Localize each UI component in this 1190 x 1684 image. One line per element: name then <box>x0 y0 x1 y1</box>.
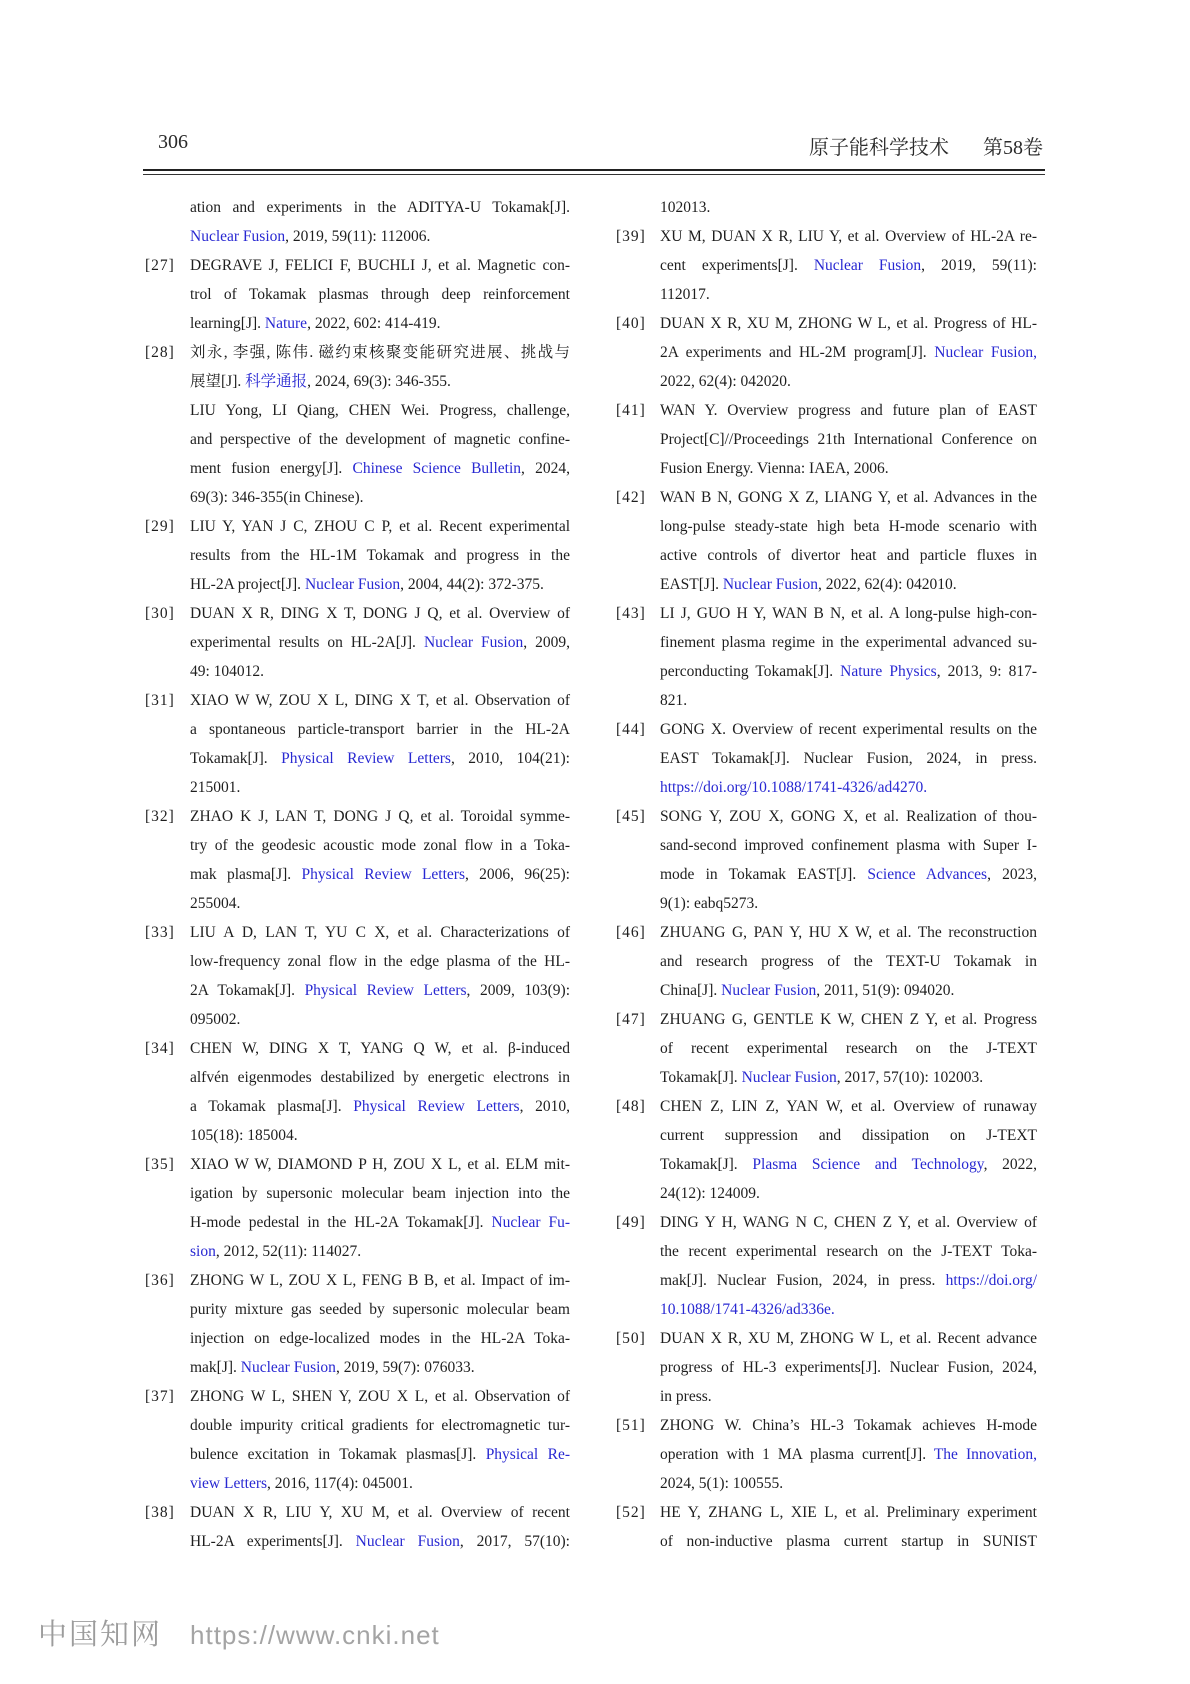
reference-text: Tokamak[J]. <box>660 1156 753 1173</box>
reference-text: , 2023, <box>987 866 1037 883</box>
reference-line <box>145 918 570 947</box>
reference-number: [27] <box>145 257 175 274</box>
reference-line <box>616 1498 1037 1527</box>
reference-text: DING Y H, WANG N C, CHEN Z Y, et al. Overview of <box>660 1214 1037 1231</box>
reference-line <box>616 512 1037 541</box>
reference-line <box>145 1063 570 1092</box>
reference-number: [31] <box>145 692 175 709</box>
reference-text: purity mixture gas seeded by supersonic molecular beam <box>190 1301 570 1318</box>
reference-line <box>616 338 1037 367</box>
cnki-watermark <box>38 1612 440 1653</box>
reference-line <box>616 860 1037 889</box>
reference-text: 9(1): eabq5273. <box>660 895 759 912</box>
reference-line <box>616 947 1037 976</box>
reference-number: [36] <box>145 1272 175 1289</box>
reference-line <box>616 367 1037 396</box>
reference-text: DUAN X R, XU M, ZHONG W L, et al. Progress of HL- <box>660 315 1037 332</box>
reference-number: [41] <box>616 402 646 419</box>
journal-link[interactable]: Physical Review Letters <box>353 1098 520 1115</box>
reference-number: [38] <box>145 1504 175 1521</box>
reference-text: long-pulse steady-state high beta H-mode scenario with <box>660 518 1037 535</box>
reference-text: LIU A D, LAN T, YU C X, et al. Characterizations of <box>190 924 570 941</box>
reference-line <box>616 570 1037 599</box>
reference-line <box>145 1411 570 1440</box>
reference-line <box>616 1295 1037 1324</box>
reference-text: CHEN Z, LIN Z, YAN W, et al. Overview of runaway <box>660 1098 1037 1115</box>
reference-line <box>145 512 570 541</box>
reference-line <box>145 541 570 570</box>
reference-text: , 2010, 104(21): <box>450 750 570 767</box>
reference-number: [52] <box>616 1504 646 1521</box>
reference-text: 102013. <box>660 199 711 216</box>
reference-text: double impurity critical gradients for electromagnetic tur- <box>190 1417 570 1434</box>
reference-line <box>616 773 1037 802</box>
reference-number: [45] <box>616 808 646 825</box>
reference-line <box>145 1208 570 1237</box>
header-rule-thin <box>143 174 1045 175</box>
journal-link[interactable]: Nuclear Fusion <box>423 634 524 651</box>
reference-text: DEGRAVE J, FELICI F, BUCHLI J, et al. Magnetic con- <box>190 257 570 274</box>
reference-line <box>616 976 1037 1005</box>
reference-number: [39] <box>616 228 646 245</box>
reference-text: , 2016, 117(4): 045001. <box>267 1475 413 1492</box>
reference-text: XU M, DUAN X R, LIU Y, et al. Overview of HL-2A re- <box>660 228 1037 245</box>
reference-line <box>616 1208 1037 1237</box>
reference-text: ZHUANG G, PAN Y, HU X W, et al. The reconstruction <box>660 924 1037 941</box>
reference-text: 24(12): 124009. <box>660 1185 760 1202</box>
reference-text: , 2022, 602: 414-419. <box>307 315 441 332</box>
reference-text: perconducting Tokamak[J]. <box>660 663 841 680</box>
page-number: 306 <box>158 131 188 153</box>
reference-text: 2024, 5(1): 100555. <box>660 1475 784 1492</box>
reference-line <box>616 193 1037 222</box>
reference-number: [32] <box>145 808 175 825</box>
journal-link[interactable]: Physical Review Letters <box>301 866 465 883</box>
journal-link[interactable]: Science Advances <box>867 866 988 883</box>
reference-text: progress of HL-3 experiments[J]. Nuclear Fusion, 2024, <box>660 1359 1037 1376</box>
reference-text: 821. <box>660 692 688 709</box>
reference-text: HE Y, ZHANG L, XIE L, et al. Preliminary experiment <box>660 1504 1037 1521</box>
reference-text: experimental results on HL-2A[J]. <box>190 634 424 651</box>
reference-text: 105(18): 185004. <box>190 1127 298 1144</box>
reference-text: HL-2A experiments[J]. <box>190 1533 356 1550</box>
journal-link[interactable]: Nuclear Fusion <box>240 1359 336 1376</box>
reference-text: ZHUANG G, GENTLE K W, CHEN Z Y, et al. Progress <box>660 1011 1037 1028</box>
reference-line <box>145 686 570 715</box>
cnki-logo-text: 中国知网 <box>38 1619 163 1651</box>
reference-text: , 2009, 103(9): <box>466 982 570 999</box>
reference-text: alfvén eigenmodes destabilized by energetic electrons in <box>190 1069 570 1086</box>
reference-text: mak[J]. Nuclear Fusion, 2024, in press. <box>660 1272 946 1289</box>
reference-line <box>145 744 570 773</box>
reference-number: [43] <box>616 605 646 622</box>
reference-text: trol of Tokamak plasmas through deep reinforcement <box>190 286 570 303</box>
reference-line <box>616 309 1037 338</box>
journal-link[interactable]: Nuclear Fusion <box>722 576 818 593</box>
reference-text: , 2004, 44(2): 372-375. <box>400 576 544 593</box>
reference-line <box>616 1469 1037 1498</box>
reference-text: igation by supersonic molecular beam injection into the <box>190 1185 570 1202</box>
reference-number: [48] <box>616 1098 646 1115</box>
reference-text: mode in Tokamak EAST[J]. <box>660 866 868 883</box>
journal-link[interactable]: Nature Physics <box>840 663 937 680</box>
reference-line <box>145 1005 570 1034</box>
reference-number: [49] <box>616 1214 646 1231</box>
reference-line <box>145 338 570 367</box>
reference-text: ment fusion energy[J]. <box>190 460 353 477</box>
reference-text: Tokamak[J]. <box>660 1069 742 1086</box>
reference-line <box>616 1121 1037 1150</box>
reference-line <box>145 889 570 918</box>
reference-text: , 2013, 9: 817- <box>936 663 1037 680</box>
reference-line <box>616 715 1037 744</box>
reference-line <box>145 280 570 309</box>
reference-text: learning[J]. <box>190 315 265 332</box>
reference-text: 展望[J]. <box>190 373 246 390</box>
reference-line <box>145 1092 570 1121</box>
reference-line <box>145 1353 570 1382</box>
reference-number: [47] <box>616 1011 646 1028</box>
reference-line <box>145 1382 570 1411</box>
reference-line <box>616 222 1037 251</box>
reference-text: DUAN X R, DING X T, DONG J Q, et al. Overview of <box>190 605 570 622</box>
reference-line <box>616 1411 1037 1440</box>
reference-text: 255004. <box>190 895 241 912</box>
journal-link[interactable]: Nuclear Fusion <box>190 228 286 245</box>
reference-text: 215001. <box>190 779 241 796</box>
reference-line <box>616 1324 1037 1353</box>
reference-line <box>145 193 570 222</box>
reference-line <box>616 1179 1037 1208</box>
reference-line <box>616 1382 1037 1411</box>
reference-number: [40] <box>616 315 646 332</box>
reference-text: ZHONG W L, SHEN Y, ZOU X L, et al. Observation of <box>190 1388 570 1405</box>
reference-text: , 2017, 57(10): <box>459 1533 570 1550</box>
journal-link[interactable]: view Letters <box>190 1475 268 1492</box>
journal-link[interactable]: 科学通报 <box>245 373 308 390</box>
reference-text: in press. <box>660 1388 712 1405</box>
reference-line <box>616 280 1037 309</box>
reference-line <box>616 1092 1037 1121</box>
reference-text: 2A experiments and HL-2M program[J]. <box>660 344 935 361</box>
reference-text: SONG Y, ZOU X, GONG X, et al. Realization of thou- <box>660 808 1037 825</box>
reference-line <box>145 628 570 657</box>
reference-text: current suppression and dissipation on J-TEXT <box>660 1127 1037 1144</box>
reference-line <box>145 309 570 338</box>
reference-number: [42] <box>616 489 646 506</box>
reference-number: [29] <box>145 518 175 535</box>
reference-line <box>616 1237 1037 1266</box>
reference-line <box>145 1034 570 1063</box>
journal-link[interactable]: Chinese Science Bulletin <box>352 460 522 477</box>
reference-number: [30] <box>145 605 175 622</box>
reference-line <box>616 628 1037 657</box>
references-left-column <box>145 193 570 1556</box>
reference-text: 2022, 62(4): 042020. <box>660 373 791 390</box>
reference-line <box>145 1266 570 1295</box>
reference-text: Tokamak[J]. <box>190 750 282 767</box>
reference-line <box>145 715 570 744</box>
reference-text: DUAN X R, LIU Y, XU M, et al. Overview of recent <box>190 1504 570 1521</box>
reference-text: , 2019, 59(7): 076033. <box>335 1359 475 1376</box>
reference-line <box>616 454 1037 483</box>
reference-line <box>145 599 570 628</box>
reference-text: active controls of divertor heat and particle fluxes in <box>660 547 1037 564</box>
reference-line <box>616 889 1037 918</box>
reference-line <box>616 1527 1037 1556</box>
reference-text: 095002. <box>190 1011 241 1028</box>
header-rule-thick <box>143 169 1045 171</box>
reference-line <box>616 1150 1037 1179</box>
reference-text: H-mode pedestal in the HL-2A Tokamak[J]. <box>190 1214 492 1231</box>
journal-link[interactable]: Nuclear Fusion <box>813 257 922 274</box>
cnki-url-text: https://www.cnki.net <box>190 1620 440 1650</box>
reference-text: results from the HL-1M Tokamak and progress in the <box>190 547 570 564</box>
reference-text: a Tokamak plasma[J]. <box>190 1098 354 1115</box>
reference-text: ZHONG W. China’s HL-3 Tokamak achieves H-mode <box>660 1417 1037 1434</box>
doi-link[interactable]: https://doi.org/10.1088/1741-4326/ad4270. <box>660 779 928 796</box>
reference-line <box>616 1005 1037 1034</box>
journal-link[interactable]: Physical Review Letters <box>304 982 467 999</box>
reference-text: 刘永, 李强, 陈伟. 磁约束核聚变能研究进展、挑战与 <box>190 344 570 361</box>
reference-text: low-frequency zonal flow in the edge plasma of the HL- <box>190 953 570 970</box>
reference-line <box>145 1498 570 1527</box>
journal-link[interactable]: Physical Review Letters <box>281 750 451 767</box>
reference-text: , 2010, <box>519 1098 571 1115</box>
reference-number: [46] <box>616 924 646 941</box>
journal-link[interactable]: Nuclear Fusion <box>355 1533 460 1550</box>
reference-text: China[J]. <box>660 982 722 999</box>
reference-line <box>145 483 570 512</box>
reference-line <box>145 1150 570 1179</box>
reference-text: , 2024, 69(3): 346-355. <box>307 373 451 390</box>
reference-line <box>145 396 570 425</box>
reference-line <box>616 744 1037 773</box>
journal-link[interactable]: Nature <box>264 315 308 332</box>
reference-text: , 2024, <box>521 460 570 477</box>
reference-text: LIU Y, YAN J C, ZHOU C P, et al. Recent experimental <box>190 518 570 535</box>
reference-number: [35] <box>145 1156 175 1173</box>
reference-text: sand-second improved confinement plasma with Super I- <box>660 837 1037 854</box>
reference-text: GONG X. Overview of recent experimental results on the <box>660 721 1037 738</box>
doi-link[interactable]: 10.1088/1741-4326/ad336e. <box>660 1301 835 1318</box>
journal-link[interactable]: Nuclear Fu- <box>491 1214 570 1231</box>
reference-line <box>616 483 1037 512</box>
reference-line <box>145 773 570 802</box>
volume-label: 第58卷 <box>983 137 1043 159</box>
reference-text: 69(3): 346-355(in Chinese). <box>190 489 364 506</box>
reference-line <box>145 976 570 1005</box>
reference-line <box>616 918 1037 947</box>
reference-line <box>145 367 570 396</box>
reference-text: HL-2A project[J]. <box>190 576 305 593</box>
journal-link[interactable]: Nuclear Fusion <box>721 982 817 999</box>
reference-line <box>616 599 1037 628</box>
reference-text: Fusion Energy. Vienna: IAEA, 2006. <box>660 460 889 477</box>
reference-text: ation and experiments in the ADITYA-U Tokamak[J]. <box>190 199 570 216</box>
reference-number: [50] <box>616 1330 646 1347</box>
reference-text: 2A Tokamak[J]. <box>190 982 305 999</box>
reference-line <box>145 1121 570 1150</box>
reference-text: and research progress of the TEXT-U Tokamak in <box>660 953 1037 970</box>
reference-line <box>145 1179 570 1208</box>
reference-text: Project[C]//Proceedings 21th International Conference on <box>660 431 1037 448</box>
reference-text: DUAN X R, XU M, ZHONG W L, et al. Recent advance <box>660 1330 1037 1347</box>
reference-text: ZHONG W L, ZOU X L, FENG B B, et al. Impact of im- <box>190 1272 570 1289</box>
reference-line <box>145 831 570 860</box>
reference-line <box>145 860 570 889</box>
reference-line <box>616 396 1037 425</box>
reference-text: CHEN W, DING X T, YANG Q W, et al. β-induced <box>190 1040 570 1057</box>
reference-line <box>616 1034 1037 1063</box>
reference-text: XIAO W W, DIAMOND P H, ZOU X L, et al. ELM mit- <box>190 1156 570 1173</box>
reference-line <box>145 454 570 483</box>
reference-number: [51] <box>616 1417 646 1434</box>
reference-line <box>616 1353 1037 1382</box>
reference-text: WAN B N, GONG X Z, LIANG Y, et al. Advances in the <box>660 489 1037 506</box>
reference-text: bulence excitation in Tokamak plasmas[J]. <box>190 1446 486 1463</box>
reference-line <box>145 1440 570 1469</box>
reference-number: [28] <box>145 344 175 361</box>
reference-line <box>145 1469 570 1498</box>
reference-number: [44] <box>616 721 646 738</box>
reference-text: ZHAO K J, LAN T, DONG J Q, et al. Toroidal symme- <box>190 808 570 825</box>
reference-line <box>145 425 570 454</box>
reference-text: injection on edge-localized modes in the HL-2A Toka- <box>190 1330 570 1347</box>
running-head <box>809 131 1043 160</box>
reference-text: mak[J]. <box>190 1359 241 1376</box>
reference-text: WAN Y. Overview progress and future plan of EAST <box>660 402 1037 419</box>
reference-text: , 2012, 52(11): 114027. <box>215 1243 362 1260</box>
reference-line <box>616 657 1037 686</box>
reference-text: finement plasma regime in the experimental advanced su- <box>660 634 1037 651</box>
reference-text: cent experiments[J]. <box>660 257 814 274</box>
journal-link[interactable]: sion <box>190 1243 216 1260</box>
reference-number: [37] <box>145 1388 175 1405</box>
reference-text: and perspective of the development of magnetic confine- <box>190 431 570 448</box>
reference-text: , 2009, <box>523 634 571 651</box>
reference-text: EAST[J]. <box>660 576 723 593</box>
reference-line <box>145 251 570 280</box>
reference-text: , 2019, 59(11): 112006. <box>285 228 431 245</box>
reference-text: mak plasma[J]. <box>190 866 302 883</box>
reference-line <box>145 1237 570 1266</box>
reference-line <box>616 1440 1037 1469</box>
reference-line <box>145 947 570 976</box>
reference-line <box>145 1527 570 1556</box>
reference-text: , 2017, 57(10): 102003. <box>836 1069 984 1086</box>
reference-line <box>616 541 1037 570</box>
reference-line <box>616 425 1037 454</box>
journal-link[interactable]: The Innovation, <box>933 1446 1037 1463</box>
reference-line <box>145 802 570 831</box>
reference-number: [34] <box>145 1040 175 1057</box>
reference-text: , 2022, 62(4): 042010. <box>818 576 957 593</box>
references-right-column <box>616 193 1037 1556</box>
reference-line <box>616 802 1037 831</box>
journal-link[interactable]: Nuclear Fusion <box>304 576 401 593</box>
reference-line <box>145 570 570 599</box>
reference-line <box>616 831 1037 860</box>
reference-text: , 2006, 96(25): <box>464 866 570 883</box>
reference-text: , 2019, 59(11): <box>921 257 1037 274</box>
reference-text: the recent experimental research on the J-TEXT Toka- <box>660 1243 1037 1260</box>
journal-link[interactable]: Nuclear Fusion <box>741 1069 837 1086</box>
reference-line <box>616 1266 1037 1295</box>
reference-text: try of the geodesic acoustic mode zonal flow in a Toka- <box>190 837 570 854</box>
reference-line <box>145 1295 570 1324</box>
reference-text: operation with 1 MA plasma current[J]. <box>660 1446 934 1463</box>
reference-line <box>616 686 1037 715</box>
reference-line <box>145 1324 570 1353</box>
reference-text: a spontaneous particle-transport barrier in the HL-2A <box>190 721 570 738</box>
reference-text: , 2022, <box>983 1156 1038 1173</box>
reference-text: LI J, GUO H Y, WAN B N, et al. A long-pulse high-con- <box>660 605 1037 622</box>
reference-text: of recent experimental research on the J-TEXT <box>660 1040 1037 1057</box>
reference-line <box>145 657 570 686</box>
reference-number: [33] <box>145 924 175 941</box>
reference-text: LIU Yong, LI Qiang, CHEN Wei. Progress, challenge, <box>190 402 570 419</box>
reference-text: of non-inductive plasma current startup in SUNIST <box>660 1533 1037 1550</box>
reference-line <box>616 251 1037 280</box>
journal-link[interactable]: Physical Re- <box>485 1446 570 1463</box>
journal-link[interactable]: Nuclear Fusion, <box>934 344 1037 361</box>
journal-link[interactable]: Plasma Science and Technology <box>752 1156 984 1173</box>
reference-text: XIAO W W, ZOU X L, DING X T, et al. Observation of <box>190 692 570 709</box>
reference-text: 49: 104012. <box>190 663 265 680</box>
reference-text: 112017. <box>660 286 710 303</box>
doi-link[interactable]: https://doi.org/ <box>945 1272 1037 1289</box>
reference-text: EAST Tokamak[J]. Nuclear Fusion, 2024, in press. <box>660 750 1037 767</box>
reference-line <box>616 1063 1037 1092</box>
reference-line <box>145 222 570 251</box>
journal-title: 原子能科学技术 <box>809 137 949 159</box>
reference-text: , 2011, 51(9): 094020. <box>816 982 955 999</box>
